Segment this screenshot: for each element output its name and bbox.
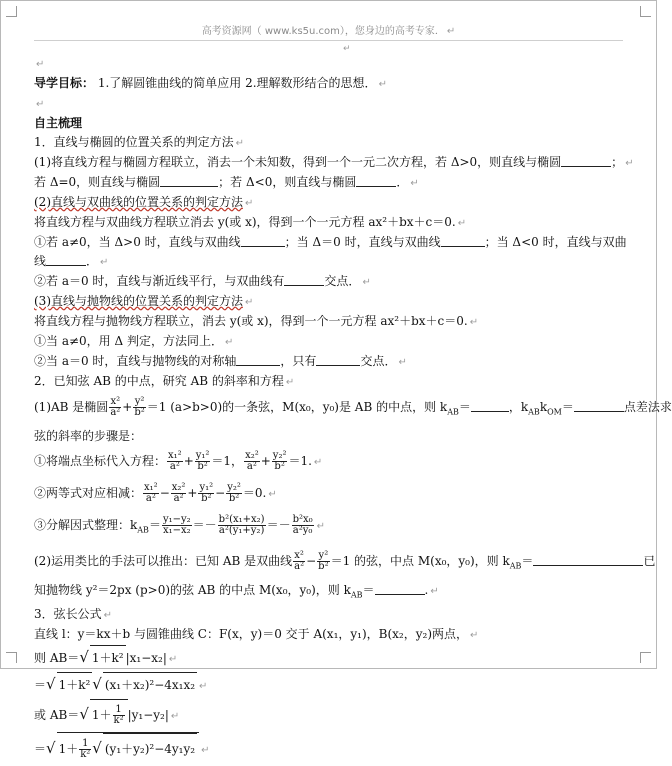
paragraph-mark-icon: ↵ — [36, 59, 45, 70]
s1-p3-text: (2)直线与双曲线的位置关系的判定方法 — [34, 195, 243, 209]
paragraph-mark-icon: ↵ — [36, 99, 45, 110]
x2-over-a2-fraction: $\frac{\text{x²}}{\text{a²}}$ — [110, 396, 121, 418]
learning-goals — [34, 74, 648, 94]
s1-p10-text: ①当 a≠0，用 Δ 判定，方法同上． — [34, 334, 223, 348]
blank-line — [34, 54, 648, 74]
s2-p1e-text: 点差法求 — [623, 400, 672, 414]
s1-hyperbola-line4 — [34, 272, 648, 292]
s1-p5c-text: ；当 Δ<0 时，直线与双曲 — [484, 235, 627, 249]
s2-step3-text: ③分解因式整理：k — [34, 518, 138, 533]
paragraph-mark-icon: ↵ — [378, 79, 387, 90]
s2-p1d-text: ，k — [508, 400, 529, 414]
s2-q1a-text: (2)运用类比的手法可以推出：已知 AB 是双曲线 — [34, 553, 293, 568]
s2-steps-intro — [34, 427, 648, 446]
s2-p1c-text: ＝ — [458, 400, 471, 414]
s3-p4-text: 或 AB＝ — [34, 707, 80, 722]
fraction: $\frac{\text{x₂²}}{\text{a²}}$ — [171, 482, 186, 505]
answer-blank[interactable] — [284, 273, 324, 286]
s3-line1 — [34, 625, 648, 645]
s1-p7a-text: ②若 a＝0 时，直线与渐近线平行，与双曲线有 — [34, 274, 285, 288]
header-text: 高考资源网（ www.ks5u.com），您身边的高考专家． — [201, 26, 445, 37]
s2-step2b-text: ＝0. — [242, 486, 267, 501]
s2-q1c-text: ＝ — [521, 553, 534, 568]
fraction: $\frac{\text{y₁²}}{\text{b²}}$ — [195, 450, 210, 473]
s1-parabola-line2 — [34, 332, 648, 352]
s1-p1-text: (1)将直线方程与椭圆方程联立，消去一个未知数，得到一个一元二次方程，若 Δ>0，则直线与椭圆 — [34, 155, 562, 169]
paragraph-mark-icon: ↵ — [245, 297, 254, 308]
paragraph-mark-icon: ↵ — [470, 629, 479, 641]
s1-ellipse-line2 — [34, 173, 648, 193]
answer-blank[interactable] — [574, 399, 624, 412]
paragraph-mark-icon: ↵ — [285, 377, 295, 388]
answer-blank[interactable] — [316, 353, 360, 366]
s1-title — [34, 133, 648, 153]
answer-blank[interactable] — [533, 553, 643, 566]
s1-p5b-text: ；当 Δ＝0 时，直线与双曲线 — [284, 235, 441, 249]
corner-mark-top-left — [6, 6, 17, 17]
paragraph-mark-icon: ↵ — [410, 178, 419, 189]
paragraph-mark-icon: ↵ — [168, 653, 178, 665]
answer-blank[interactable] — [356, 174, 396, 187]
paragraph-mark-icon: ↵ — [170, 710, 180, 722]
paragraph-mark-icon: ↵ — [103, 609, 113, 621]
s2-step1c-text: ＝1. — [288, 454, 312, 469]
s1-p2a-text: 若 Δ=0，则直线与椭圆 — [34, 175, 161, 189]
s1-p9-text: 将直线方程与抛物线方程联立，消去 y(或 x)，得到一个一元方程 ax²＋bx＋c＝0. — [34, 314, 468, 328]
paragraph-mark-icon: ↵ — [224, 337, 234, 348]
s2-q2c-text: . — [424, 583, 429, 598]
s3-formula4: ＝√ 1＋ $\frac{1}{\text{k²}}$ √ (y₁＋y₂)²−4y₁y₂ ↵ — [34, 732, 648, 766]
answer-blank[interactable] — [375, 582, 425, 595]
paragraph-mark-icon: ↵ — [199, 680, 208, 692]
s3-title — [34, 605, 648, 625]
paragraph-mark-icon: ↵ — [201, 744, 210, 756]
sqrt-expression: 1＋ $\frac{1}{\text{k²}}$ — [90, 699, 128, 730]
s3-p1-text: 直线 l：y＝kx＋b 与圆锥曲线 C：F(x，y)＝0 交于 A(x₁，y₁)，B(x₂，y₂)两点， — [34, 626, 469, 641]
s1-p4-text: 将直线方程与双曲线方程联立消去 y(或 x)，得到一个一元方程 ax²＋bx＋c＝0. — [34, 215, 456, 229]
fraction: $\frac{\text{x₁²}}{\text{a²}}$ — [144, 482, 158, 505]
y2-over-b2-fraction: $\frac{\text{y²}}{\text{b²}}$ — [134, 396, 145, 418]
s2-q1d-text: 已 — [643, 553, 656, 568]
s1-p7b-text: 交点． — [324, 274, 361, 288]
s3-formula2: ＝√ 1＋k² √ (x₁＋x₂)²−4x₁x₂ ↵ — [34, 672, 648, 699]
answer-blank[interactable] — [160, 174, 218, 187]
goals-text: 1.了解圆锥曲线的简单应用 2.理解数形结合的思想． — [97, 76, 377, 90]
fraction: $\frac{\text{x₂²}}{\text{a²}}$ — [245, 450, 259, 473]
s2-q1b-text: ＝1 的弦，中点 M(x₀，y₀)，则 k — [330, 553, 510, 568]
answer-blank[interactable] — [46, 253, 86, 266]
s2-step3c-text: ＝－ — [192, 518, 217, 533]
header-rule — [34, 40, 623, 41]
s2-p2-text: 弦的斜率的步骤是： — [34, 429, 143, 444]
fraction: $\frac{\text{y₂²}}{\text{b²}}$ — [227, 482, 241, 505]
corner-mark-bottom-left — [6, 652, 17, 663]
s1-p11b-text: ，只有 — [280, 354, 317, 368]
fraction: $\frac{\text{y₁²}}{\text{b²}}$ — [199, 482, 214, 505]
s2-hyperbola-analogy: (2)运用类比的手法可以推出：已知 AB 是双曲线 $\frac{\text{x²}}{\text{a²}}$ − $\frac{\text{y²}}{\text{b²}}$ ＝1 的弦，中点 M(x₀，y₀)，则 $k_{AB}=$ 已 — [34, 549, 656, 572]
s1-hyperbola-line2 — [34, 233, 648, 252]
answer-blank[interactable] — [471, 399, 509, 412]
blank-line — [34, 94, 648, 114]
paragraph-mark-icon: ↵ — [362, 277, 371, 288]
answer-blank[interactable] — [561, 154, 611, 167]
s1-hyperbola-line3 — [34, 252, 648, 272]
sqrt-expression: 1＋ $\frac{1}{\text{k²}}$ √ (y₁＋y₂)²−4y₁y₂ — [57, 732, 200, 764]
goals-label: 导学目标： — [34, 76, 95, 90]
paragraph-mark-icon: ↵ — [469, 317, 479, 328]
section-title: 自主梳理 — [34, 116, 83, 130]
s2-step2: ②两等式对应相减： $\frac{\text{x₁²}}{\text{a²}}$ − $\frac{\text{x₂²}}{\text{a²}}$ + $\frac{\text{y₁²}}{\text{b²}}$ − $\frac{\text{y₂²}}{\text{b²}}$ ＝0. ↵ — [34, 482, 277, 505]
paragraph-mark-icon: ↵ — [235, 138, 245, 149]
s2-step3d-text: ＝－ — [266, 518, 291, 533]
answer-blank[interactable] — [441, 234, 485, 247]
s2-title — [34, 372, 648, 392]
s1-hyperbola-line1 — [34, 213, 648, 233]
s3-p2-text: 则 AB＝ — [34, 650, 80, 665]
s3-p3-text: ＝ — [34, 677, 47, 692]
s1-p2c-text: ． — [396, 175, 409, 189]
paragraph-mark-icon: ↵ — [625, 158, 634, 169]
s3-formula1: 则 AB＝√ 1＋k² |x₁−x₂| ↵ — [34, 645, 648, 672]
paragraph-mark-icon: ↵ — [268, 489, 277, 501]
fraction: $\frac{\text{y₁−y₂}}{\text{x₁−x₂}}$ — [162, 514, 191, 537]
s2-ellipse-chord: (1)AB 是椭圆 $\frac{\text{x²}}{\text{a²}}$ + $\frac{\text{y²}}{\text{b²}}$ ＝1 (a>b>0)的一条弦，M(x₀，y₀)是 AB 的中点，则 $k_{AB}=$ ，$k_{AB}k_{OM}=$ 点差法求 — [34, 396, 672, 418]
paragraph-mark-icon: ↵ — [313, 457, 323, 469]
s2-step1: ①将端点坐标代入方程： $\frac{\text{x₁²}}{\text{a²}}$ + $\frac{\text{y₁²}}{\text{b²}}$ ＝1， $\frac{\text{x₂²}}{\text{a²}}$ + $\frac{\text{y₂²}}{\text{b²}}$ ＝1. ↵ — [34, 450, 323, 473]
fraction: $\frac{\text{x²}}{\text{a²}}$ — [294, 549, 305, 572]
s2-step1b-text: ＝1， — [211, 454, 244, 469]
fraction: $\frac{\text{y²}}{\text{b²}}$ — [318, 549, 329, 572]
s1-p6b-text: ． — [86, 254, 99, 268]
s1-parabola-title — [34, 292, 648, 312]
paragraph-mark-icon: ↵ — [316, 521, 326, 533]
answer-blank[interactable] — [236, 353, 280, 366]
fraction: $\frac{\text{b²(x₁+x₂)}}{\text{a²(y₁+y₂)}}$ — [218, 514, 265, 537]
s1-parabola-line1 — [34, 312, 648, 332]
paragraph-mark-icon: ↵ — [398, 357, 407, 368]
s2-step2-text: ②两等式对应相减： — [34, 486, 143, 501]
s1-p6a-text: 线 — [34, 254, 47, 268]
s3-title-text: 3．弦长公式 — [34, 606, 102, 621]
s2-q2b-text: ＝ — [362, 583, 375, 598]
s1-parabola-line3 — [34, 352, 648, 372]
s1-p5a-text: ①若 a≠0，当 Δ>0 时，直线与双曲线 — [34, 235, 241, 249]
s2-parabola-analogy: 知抛物线 y²＝2px (p>0)的弦 AB 的中点 M(x₀，y₀)，则 $k_{AB}=$ . ↵ — [34, 583, 439, 600]
paragraph-mark-icon: ↵ — [430, 586, 439, 598]
s2-title-text: 2．已知弦 AB 的中点，研究 AB 的斜率和方程 — [34, 374, 284, 388]
paragraph-mark-icon: ↵ — [245, 198, 254, 209]
s1-p2b-text: ；若 Δ<0，则直线与椭圆 — [218, 175, 357, 189]
s1-p1b-text: ； — [611, 155, 624, 169]
s2-step3: ③分解因式整理：$k_{AB}=$ $\frac{\text{y₁−y₂}}{\text{x₁−x₂}}$ ＝－ $\frac{\text{b²(x₁+x₂)}}{\text{a²(y₁+y₂)}}$ ＝－ $\frac{\text{b²x₀}}{\text{a²y₀}}$ ↵ — [34, 514, 326, 537]
fraction: $\frac{\text{b²x₀}}{\text{a²y₀}}$ — [292, 514, 313, 537]
paragraph-mark-icon: ↵ — [343, 44, 351, 54]
paragraph-mark-icon: ↵ — [446, 26, 456, 37]
s3-formula3: 或 AB＝√ 1＋ $\frac{1}{\text{k²}}$ |y₁−y₂| ↵ — [34, 699, 648, 732]
sqrt-expression: 1＋k² — [90, 645, 126, 670]
corner-mark-top-right — [640, 6, 651, 17]
paragraph-mark-icon: ↵ — [100, 257, 109, 268]
s1-p8-text: (3)直线与抛物线的位置关系的判定方法 — [34, 294, 243, 308]
page-header — [34, 22, 623, 38]
s3-p5-text: ＝ — [34, 741, 47, 756]
sqrt-expression: 1＋k² — [57, 672, 93, 697]
answer-blank[interactable] — [241, 234, 285, 247]
s2-p1b-text: ＝1 (a>b>0)的一条弦，M(x₀，y₀)是 AB 的中点，则 k — [146, 400, 448, 414]
s2-p1a-text: (1)AB 是椭圆 — [34, 400, 109, 414]
document-body[interactable] — [34, 54, 672, 766]
s1-hyperbola-title — [34, 193, 648, 213]
s1-p11a-text: ②当 a＝0 时，直线与抛物线的对称轴 — [34, 354, 237, 368]
paragraph-mark-icon: ↵ — [457, 218, 467, 229]
fraction: $\frac{\text{y₂²}}{\text{b²}}$ — [272, 450, 287, 473]
s2-step1-text: ①将端点坐标代入方程： — [34, 454, 167, 469]
s1-p11c-text: 交点． — [360, 354, 397, 368]
s2-q2a-text: 知抛物线 y²＝2px (p>0)的弦 AB 的中点 M(x₀，y₀)，则 k — [34, 583, 351, 598]
fraction: $\frac{\text{x₁²}}{\text{a²}}$ — [168, 450, 182, 473]
s1-title-text: 1．直线与椭圆的位置关系的判定方法 — [34, 135, 234, 149]
s2-step3b-text: ＝ — [148, 518, 161, 533]
sqrt-expression: (x₁＋x₂)²−4x₁x₂ — [103, 672, 197, 697]
s1-ellipse-line1 — [34, 153, 648, 173]
